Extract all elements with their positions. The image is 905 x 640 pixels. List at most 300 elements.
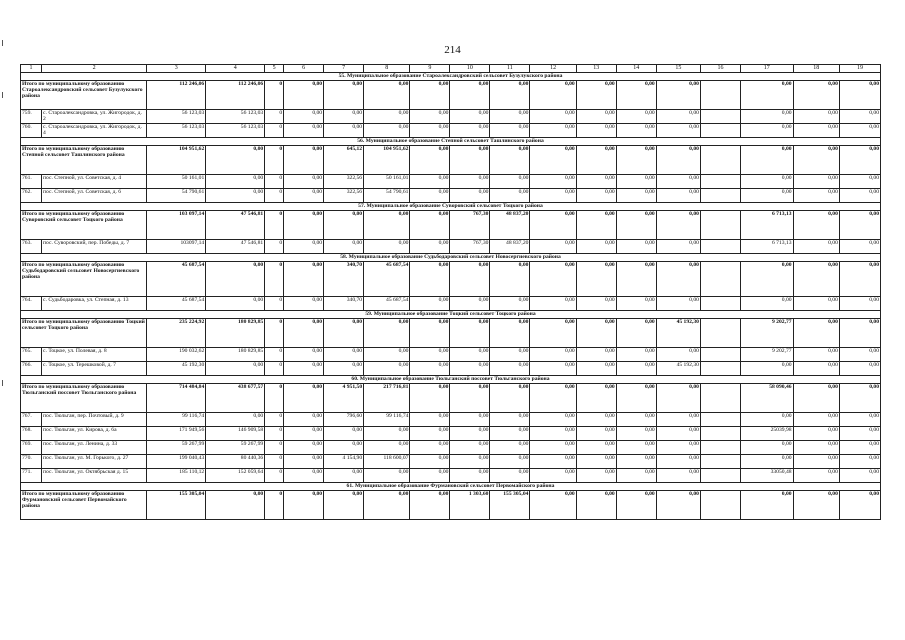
- item-value-cell: 50 161,01: [364, 175, 410, 189]
- total-value-cell: 180 829,85: [206, 319, 265, 348]
- item-row: [21, 240, 881, 254]
- item-row: [21, 110, 881, 124]
- item-value-cell: 0,00: [324, 124, 364, 138]
- total-value-cell: 45 192,30: [656, 319, 700, 348]
- item-number: 768.: [21, 427, 42, 441]
- item-value-cell: 0,00: [530, 297, 576, 311]
- total-value-cell: 48 837,20: [490, 211, 530, 240]
- column-header: 7: [324, 65, 364, 73]
- item-address: пос. Степной, ул. Советская, д. 6: [42, 189, 147, 203]
- item-value-cell: [700, 427, 740, 441]
- total-value-cell: 217 716,81: [364, 384, 410, 413]
- item-number: 767.: [21, 413, 42, 427]
- item-value-cell: 0,00: [410, 124, 450, 138]
- item-value-cell: [700, 189, 740, 203]
- item-value-cell: [700, 441, 740, 455]
- item-row: [21, 175, 881, 189]
- item-value-cell: 0: [265, 110, 284, 124]
- item-value-cell: 33050,48: [740, 469, 793, 483]
- item-value-cell: 56 123,03: [206, 124, 265, 138]
- item-address: с. Судьбодаровка, ул. Степная, д. 13: [42, 297, 147, 311]
- total-value-cell: [700, 384, 740, 413]
- total-value-cell: 0,00: [490, 384, 530, 413]
- item-value-cell: 0,00: [530, 189, 576, 203]
- item-value-cell: 0,00: [364, 240, 410, 254]
- item-value-cell: 0,00: [616, 175, 656, 189]
- item-number: 769.: [21, 441, 42, 455]
- item-value-cell: 0,00: [206, 297, 265, 311]
- total-value-cell: [700, 262, 740, 297]
- item-value-cell: 0,00: [364, 441, 410, 455]
- item-value-cell: 0,00: [284, 175, 324, 189]
- item-value-cell: 0,00: [284, 348, 324, 362]
- total-value-cell: 0: [265, 81, 284, 110]
- total-value-cell: 0,00: [793, 146, 839, 175]
- item-value-cell: [700, 348, 740, 362]
- total-value-cell: 0,00: [530, 211, 576, 240]
- item-number: 765.: [21, 348, 42, 362]
- item-value-cell: 171 949,56: [147, 427, 206, 441]
- total-value-cell: 0,00: [410, 146, 450, 175]
- item-value-cell: 0,00: [530, 175, 576, 189]
- column-header: 13: [576, 65, 616, 73]
- total-value-cell: 0,00: [576, 319, 616, 348]
- item-value-cell: 0,00: [656, 348, 700, 362]
- section-total-row: [21, 384, 881, 413]
- column-header: 10: [450, 65, 490, 73]
- item-value-cell: 0,00: [530, 240, 576, 254]
- item-value-cell: 0,00: [324, 362, 364, 376]
- total-value-cell: 0,00: [410, 319, 450, 348]
- item-value-cell: 190 032,62: [147, 348, 206, 362]
- total-value-cell: 0,00: [364, 211, 410, 240]
- page-number: 214: [444, 44, 461, 56]
- total-value-cell: 0,00: [740, 491, 793, 520]
- column-header: 16: [700, 65, 740, 73]
- item-value-cell: 0,00: [530, 362, 576, 376]
- item-value-cell: 0,00: [364, 362, 410, 376]
- item-number: 761.: [21, 175, 42, 189]
- item-value-cell: 0,00: [324, 441, 364, 455]
- item-value-cell: 0,00: [740, 110, 793, 124]
- total-value-cell: 0,00: [450, 319, 490, 348]
- item-value-cell: 80 440,36: [206, 455, 265, 469]
- total-value-cell: 0,00: [656, 211, 700, 240]
- column-header: 6: [284, 65, 324, 73]
- item-value-cell: 0,00: [793, 175, 839, 189]
- item-value-cell: 0,00: [364, 469, 410, 483]
- item-value-cell: 0,00: [450, 124, 490, 138]
- total-value-cell: 0,00: [490, 81, 530, 110]
- item-value-cell: [700, 455, 740, 469]
- item-value-cell: 0,00: [839, 441, 880, 455]
- item-value-cell: 0,00: [656, 469, 700, 483]
- total-value-cell: 0,00: [839, 262, 880, 297]
- item-row: [21, 455, 881, 469]
- total-value-cell: 47 546,81: [206, 211, 265, 240]
- item-value-cell: 0,00: [839, 124, 880, 138]
- total-label: Итого по муниципальному образованию Суворовский сельсовет Тоцкого района: [21, 211, 147, 240]
- total-value-cell: 0,00: [793, 81, 839, 110]
- item-value-cell: 0,00: [839, 362, 880, 376]
- item-number: 759.: [21, 110, 42, 124]
- total-label: Итого по муниципальному образованию Староалександровский сельсовет Бузулукского района: [21, 81, 147, 110]
- total-value-cell: 0: [265, 211, 284, 240]
- column-header: 15: [656, 65, 700, 73]
- total-value-cell: 0,00: [616, 211, 656, 240]
- item-value-cell: 0,00: [450, 297, 490, 311]
- column-header: 18: [793, 65, 839, 73]
- item-address: пос. Суворовский, пер. Победы, д. 7: [42, 240, 147, 254]
- item-value-cell: 0: [265, 189, 284, 203]
- item-value-cell: 0,00: [740, 175, 793, 189]
- item-value-cell: 0: [265, 297, 284, 311]
- total-value-cell: 0,00: [576, 211, 616, 240]
- item-value-cell: 0,00: [364, 110, 410, 124]
- section-title-row: [21, 483, 881, 491]
- total-label: Итого по муниципальному образованию Фурмановский сельсовет Первомайского района: [21, 491, 147, 520]
- total-value-cell: 0: [265, 384, 284, 413]
- item-value-cell: 6 713,13: [740, 240, 793, 254]
- item-value-cell: 0,00: [740, 413, 793, 427]
- item-value-cell: 0,00: [490, 297, 530, 311]
- item-value-cell: 0: [265, 124, 284, 138]
- item-value-cell: 0: [265, 455, 284, 469]
- item-value-cell: 0,00: [450, 469, 490, 483]
- item-value-cell: 0,00: [410, 175, 450, 189]
- total-value-cell: 0,00: [576, 81, 616, 110]
- item-value-cell: 0,00: [450, 427, 490, 441]
- item-address: с. Тоцкое, ул. Терешковой, д. 7: [42, 362, 147, 376]
- total-value-cell: 112 246,06: [206, 81, 265, 110]
- item-value-cell: 0,00: [839, 189, 880, 203]
- total-value-cell: 0,00: [410, 262, 450, 297]
- item-value-cell: 0,00: [284, 413, 324, 427]
- total-value-cell: 0,00: [324, 81, 364, 110]
- item-value-cell: 0,00: [793, 124, 839, 138]
- item-value-cell: 0,00: [656, 110, 700, 124]
- item-value-cell: 0,00: [616, 348, 656, 362]
- total-value-cell: 6 713,13: [740, 211, 793, 240]
- item-value-cell: 0,00: [656, 240, 700, 254]
- total-value-cell: 45 687,54: [147, 262, 206, 297]
- item-number: 762.: [21, 189, 42, 203]
- item-number: 760.: [21, 124, 42, 138]
- total-value-cell: 0,00: [576, 146, 616, 175]
- item-value-cell: 0,00: [616, 427, 656, 441]
- item-value-cell: 0,00: [740, 455, 793, 469]
- section-title-row: [21, 376, 881, 384]
- total-value-cell: 0,00: [364, 491, 410, 520]
- item-row: [21, 427, 881, 441]
- item-value-cell: 0,00: [793, 110, 839, 124]
- item-value-cell: 152 059,64: [206, 469, 265, 483]
- total-value-cell: 0,00: [410, 211, 450, 240]
- total-value-cell: 0: [265, 319, 284, 348]
- item-value-cell: 48 837,20: [490, 240, 530, 254]
- item-value-cell: 0,00: [793, 362, 839, 376]
- section-total-row: [21, 81, 881, 110]
- item-value-cell: 0: [265, 469, 284, 483]
- item-value-cell: 45 192,30: [656, 362, 700, 376]
- item-address: с. Староалександровка, ул. Жигородок, д. 4: [42, 124, 147, 138]
- item-value-cell: [700, 110, 740, 124]
- item-value-cell: 59 267,99: [147, 441, 206, 455]
- item-value-cell: 0,00: [839, 427, 880, 441]
- item-value-cell: 0,00: [576, 110, 616, 124]
- total-value-cell: 104 951,62: [147, 146, 206, 175]
- item-value-cell: [700, 362, 740, 376]
- section-total-row: [21, 319, 881, 348]
- total-value-cell: 0,00: [284, 81, 324, 110]
- item-value-cell: 0,00: [839, 175, 880, 189]
- item-value-cell: 0,00: [450, 348, 490, 362]
- section-title: 61. Муниципальное образование Фурмановский сельсовет Первомайского района: [21, 483, 881, 491]
- total-value-cell: 0,00: [530, 384, 576, 413]
- item-value-cell: 0,00: [576, 441, 616, 455]
- total-value-cell: 155 305,04: [147, 491, 206, 520]
- item-address: с. Тоцкое, ул. Полевая, д. 8: [42, 348, 147, 362]
- item-value-cell: 0: [265, 348, 284, 362]
- total-label: Итого по муниципальному образованию Степной сельсовет Ташлинского района: [21, 146, 147, 175]
- total-value-cell: 103 097,14: [147, 211, 206, 240]
- total-value-cell: [700, 491, 740, 520]
- item-value-cell: 0,00: [656, 297, 700, 311]
- total-value-cell: 0,00: [616, 81, 656, 110]
- item-value-cell: 0,00: [839, 110, 880, 124]
- total-value-cell: 0,00: [839, 81, 880, 110]
- item-value-cell: 0,00: [450, 110, 490, 124]
- total-value-cell: 235 224,92: [147, 319, 206, 348]
- item-address: пос. Тюльган, пер. Почтовый, д. 9: [42, 413, 147, 427]
- item-value-cell: 0,00: [576, 175, 616, 189]
- item-value-cell: 0,00: [616, 297, 656, 311]
- item-value-cell: 0,00: [284, 297, 324, 311]
- item-value-cell: 0,00: [530, 124, 576, 138]
- item-value-cell: 0,00: [490, 189, 530, 203]
- item-value-cell: 0,00: [576, 348, 616, 362]
- total-value-cell: 714 484,84: [147, 384, 206, 413]
- total-value-cell: 0,00: [284, 491, 324, 520]
- item-value-cell: 56 123,03: [147, 124, 206, 138]
- item-value-cell: 0,00: [576, 124, 616, 138]
- item-number: 771.: [21, 469, 42, 483]
- item-value-cell: 0,00: [410, 297, 450, 311]
- item-value-cell: 0,00: [490, 124, 530, 138]
- column-header: 8: [364, 65, 410, 73]
- total-value-cell: 1 303,60: [450, 491, 490, 520]
- item-address: пос. Тюльган, ул. Октябрьская д. 15: [42, 469, 147, 483]
- total-value-cell: 0,00: [576, 491, 616, 520]
- item-row: [21, 441, 881, 455]
- total-value-cell: 0,00: [793, 491, 839, 520]
- item-address: пос. Степной, ул. Советская, д. 4: [42, 175, 147, 189]
- item-value-cell: 0,00: [839, 297, 880, 311]
- budget-table: [20, 64, 881, 520]
- item-value-cell: 0,00: [324, 110, 364, 124]
- item-value-cell: 0,00: [410, 189, 450, 203]
- item-value-cell: 47 546,81: [206, 240, 265, 254]
- item-value-cell: 0,00: [656, 441, 700, 455]
- total-value-cell: 438 677,57: [206, 384, 265, 413]
- item-value-cell: 45 192,30: [147, 362, 206, 376]
- item-row: [21, 469, 881, 483]
- total-value-cell: 0,00: [490, 319, 530, 348]
- total-value-cell: 0,00: [490, 262, 530, 297]
- item-value-cell: 0,00: [793, 427, 839, 441]
- item-value-cell: 0,00: [793, 348, 839, 362]
- item-value-cell: 0,00: [206, 362, 265, 376]
- total-value-cell: 0,00: [284, 146, 324, 175]
- section-total-row: [21, 491, 881, 520]
- item-value-cell: 0,00: [740, 189, 793, 203]
- item-value-cell: 0,00: [576, 413, 616, 427]
- total-value-cell: 0,00: [839, 146, 880, 175]
- item-value-cell: 0,00: [656, 175, 700, 189]
- section-title-row: [21, 138, 881, 146]
- total-value-cell: [700, 319, 740, 348]
- item-value-cell: 45 687,54: [364, 297, 410, 311]
- column-header: 2: [42, 65, 147, 73]
- item-value-cell: 185 110,12: [147, 469, 206, 483]
- item-value-cell: 0,00: [490, 175, 530, 189]
- item-row: [21, 362, 881, 376]
- item-value-cell: 0: [265, 175, 284, 189]
- total-value-cell: 0,00: [284, 211, 324, 240]
- item-value-cell: 796,60: [324, 413, 364, 427]
- section-title-row: [21, 73, 881, 81]
- total-value-cell: 0,00: [793, 384, 839, 413]
- item-value-cell: 180 829,85: [206, 348, 265, 362]
- total-value-cell: 0,00: [793, 211, 839, 240]
- item-value-cell: 0,00: [410, 413, 450, 427]
- total-value-cell: 0,00: [616, 262, 656, 297]
- total-value-cell: 9 202,77: [740, 319, 793, 348]
- item-value-cell: 0,00: [793, 297, 839, 311]
- margin-tick: [2, 92, 3, 98]
- total-value-cell: 0,00: [530, 491, 576, 520]
- total-value-cell: 0,00: [206, 146, 265, 175]
- item-value-cell: 56 123,03: [147, 110, 206, 124]
- item-value-cell: 0,00: [530, 427, 576, 441]
- item-address: с. Староалександровка, ул. Жигородок, д. 2: [42, 110, 147, 124]
- column-header: 14: [616, 65, 656, 73]
- item-value-cell: 0,00: [450, 441, 490, 455]
- total-value-cell: 0,00: [530, 146, 576, 175]
- total-value-cell: 0,00: [324, 211, 364, 240]
- item-value-cell: 0,00: [576, 469, 616, 483]
- total-value-cell: 45 687,54: [364, 262, 410, 297]
- item-value-cell: 0,00: [740, 124, 793, 138]
- item-row: [21, 189, 881, 203]
- section-title: 56. Муниципальное образование Степной сельсовет Ташлинского района: [21, 138, 881, 146]
- item-value-cell: 0,00: [656, 413, 700, 427]
- item-value-cell: 0,00: [740, 297, 793, 311]
- total-value-cell: 0,00: [450, 146, 490, 175]
- total-value-cell: 0,00: [410, 384, 450, 413]
- item-value-cell: [700, 469, 740, 483]
- item-value-cell: 0,00: [410, 427, 450, 441]
- total-value-cell: 0,00: [793, 262, 839, 297]
- item-value-cell: 0,00: [324, 469, 364, 483]
- item-value-cell: 0,00: [364, 124, 410, 138]
- section-title: 55. Муниципальное образование Староалександровский сельсовет Бузулукского района: [21, 73, 881, 81]
- section-title-row: [21, 311, 881, 319]
- item-value-cell: 0,00: [616, 469, 656, 483]
- column-header: 1: [21, 65, 42, 73]
- total-value-cell: 0,00: [740, 146, 793, 175]
- item-value-cell: 0,00: [839, 469, 880, 483]
- total-value-cell: 112 246,06: [147, 81, 206, 110]
- item-value-cell: 4 154,90: [324, 455, 364, 469]
- item-value-cell: 146 909,58: [206, 427, 265, 441]
- total-value-cell: 0,00: [656, 491, 700, 520]
- item-value-cell: 0,00: [364, 427, 410, 441]
- section-title: 57. Муниципальное образование Суворовский сельсовет Тоцкого района: [21, 203, 881, 211]
- item-value-cell: 0,00: [284, 124, 324, 138]
- item-value-cell: 59 267,99: [206, 441, 265, 455]
- total-value-cell: 0: [265, 262, 284, 297]
- total-value-cell: 0,00: [616, 491, 656, 520]
- total-value-cell: 0,00: [450, 384, 490, 413]
- item-value-cell: 99 116,74: [147, 413, 206, 427]
- item-value-cell: 0,00: [284, 240, 324, 254]
- item-value-cell: 0,00: [793, 413, 839, 427]
- total-value-cell: 0,00: [284, 384, 324, 413]
- total-label: Итого по муниципальному образованию Тоцкий сельсовет Тоцкого района: [21, 319, 147, 348]
- item-value-cell: 340,70: [324, 297, 364, 311]
- item-value-cell: 118 600,07: [364, 455, 410, 469]
- item-value-cell: 0: [265, 362, 284, 376]
- item-value-cell: 0: [265, 427, 284, 441]
- item-value-cell: 0,00: [740, 362, 793, 376]
- total-value-cell: 0,00: [656, 146, 700, 175]
- item-value-cell: 0,00: [616, 362, 656, 376]
- item-value-cell: 0,00: [284, 469, 324, 483]
- section-title: 58. Муниципальное образование Судьбодаровский сельсовет Новосергиевского района: [21, 254, 881, 262]
- total-value-cell: 0,00: [656, 384, 700, 413]
- item-value-cell: 0,00: [450, 455, 490, 469]
- item-value-cell: 0,00: [490, 110, 530, 124]
- item-value-cell: 0,00: [530, 348, 576, 362]
- total-value-cell: 0,00: [206, 491, 265, 520]
- item-value-cell: 0,00: [616, 240, 656, 254]
- item-value-cell: 0,00: [740, 441, 793, 455]
- item-value-cell: 0,00: [410, 362, 450, 376]
- item-value-cell: 0,00: [839, 348, 880, 362]
- total-value-cell: 0: [265, 491, 284, 520]
- total-label: Итого по муниципальному образованию Судьбодаровский сельсовет Новосергиевского района: [21, 262, 147, 297]
- column-header: 4: [206, 65, 265, 73]
- item-value-cell: 0,00: [656, 455, 700, 469]
- item-value-cell: 0,00: [490, 348, 530, 362]
- item-number: 770.: [21, 455, 42, 469]
- total-value-cell: 0,00: [576, 262, 616, 297]
- item-value-cell: 0,00: [616, 189, 656, 203]
- item-value-cell: 0,00: [284, 427, 324, 441]
- item-value-cell: [700, 124, 740, 138]
- total-value-cell: 0,00: [530, 319, 576, 348]
- item-value-cell: 0,00: [576, 189, 616, 203]
- item-value-cell: 0,00: [284, 110, 324, 124]
- margin-tick: [2, 40, 3, 46]
- total-value-cell: 0: [265, 146, 284, 175]
- total-value-cell: 0,00: [740, 262, 793, 297]
- item-value-cell: 0,00: [206, 189, 265, 203]
- item-number: 766.: [21, 362, 42, 376]
- item-value-cell: 0,00: [410, 110, 450, 124]
- total-value-cell: 0,00: [616, 319, 656, 348]
